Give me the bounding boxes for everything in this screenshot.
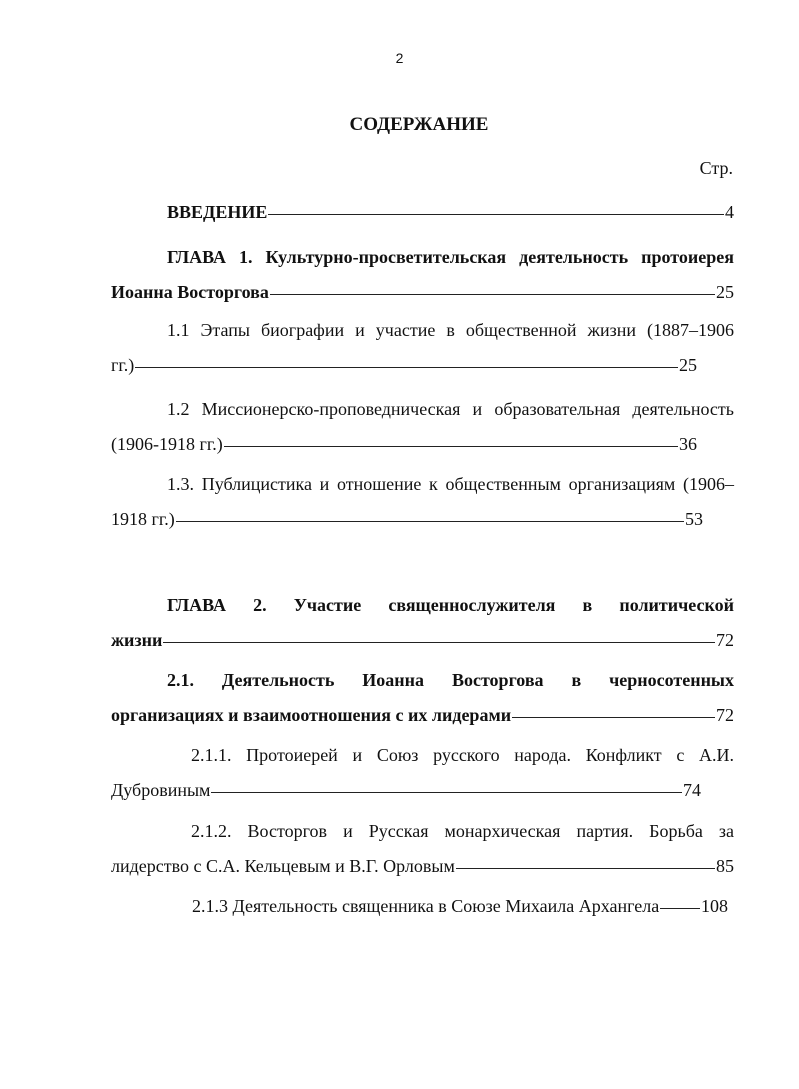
toc-entry-intro <box>167 195 734 230</box>
toc-entry-title-cont: лидерство с С.А. Кельцевым и В.Г. Орловым <box>111 856 455 876</box>
toc-entry-title: 2.1.1. Протоиерей и Союз русского народа. Конфликт с А.И. <box>191 745 734 765</box>
toc-entry-title: 2.1.2. Восторгов и Русская монархическая партия. Борьба за <box>191 821 734 841</box>
page-title: СОДЕРЖАНИЕ <box>349 114 489 135</box>
toc-entry-section-2-1-3 <box>192 889 728 924</box>
toc-entry-chapter-2 <box>111 588 734 658</box>
leader-line <box>224 446 678 447</box>
toc-entry-section-2-1-2 <box>111 814 734 884</box>
toc-entry-page: 25 <box>679 355 697 375</box>
toc-entry-page: 108 <box>701 896 728 916</box>
toc-entry-title-cont: гг.) <box>111 355 135 375</box>
toc-entry-page: 25 <box>716 282 734 302</box>
toc-entry-title: 1.1 Этапы биографии и участие в общественной жизни (1887–1906 <box>167 320 734 340</box>
leader-line <box>176 521 684 522</box>
toc-entry-page: 74 <box>683 780 701 800</box>
page-column-label: Стр. <box>699 158 733 178</box>
toc-entry-title: ГЛАВА 1. Культурно-просветительская деятельность протоиерея <box>167 247 734 267</box>
toc-entry-section-2-1-1 <box>111 738 734 808</box>
toc-entry-page: 72 <box>716 630 734 650</box>
toc-entry-title-cont: 1918 гг.) <box>111 509 175 529</box>
toc-entry-section-1-1 <box>111 313 734 383</box>
toc-entry-title-cont: жизни <box>111 630 163 650</box>
toc-entry-chapter-1 <box>111 240 734 310</box>
leader-line <box>456 868 715 869</box>
page-number: 2 <box>395 50 404 66</box>
toc-entry-title: 1.2 Миссионерско-проповедническая и образовательная деятельность <box>167 399 734 419</box>
toc-entry-title-cont: Дубровиным <box>111 780 211 800</box>
leader-line <box>512 717 715 718</box>
toc-entry-title-cont: (1906-1918 гг.) <box>111 434 223 454</box>
leader-line <box>135 367 678 368</box>
toc-entry-title: 2.1. Деятельность Иоанна Восторгова в черносотенных <box>167 670 734 690</box>
toc-entry-page: 85 <box>716 856 734 876</box>
toc-entry-title-cont: организациях и взаимоотношения с их лидерами <box>111 705 512 725</box>
toc-entry-page: 36 <box>679 434 697 454</box>
toc-entry-title: ВВЕДЕНИЕ <box>167 202 268 222</box>
toc-entry-page: 53 <box>685 509 703 529</box>
leader-line <box>211 792 682 793</box>
toc-entry-title: 1.3. Публицистика и отношение к общественным организациям (1906– <box>167 474 734 494</box>
leader-line <box>163 642 715 643</box>
toc-entry-title: 2.1.3 Деятельность священника в Союзе Михаила Архангела <box>192 896 660 916</box>
toc-entry-page: 4 <box>725 202 734 222</box>
toc-entry-page: 72 <box>716 705 734 725</box>
leader-line <box>270 294 715 295</box>
toc-entry-title-cont: Иоанна Восторгова <box>111 282 269 302</box>
toc-entry-section-2-1 <box>111 663 734 733</box>
leader-line <box>268 214 724 215</box>
leader-line <box>660 908 700 909</box>
toc-entry-title: ГЛАВА 2. Участие священнослужителя в политической <box>167 595 734 615</box>
toc-entry-section-1-2 <box>111 392 734 462</box>
toc-entry-section-1-3 <box>111 467 734 537</box>
